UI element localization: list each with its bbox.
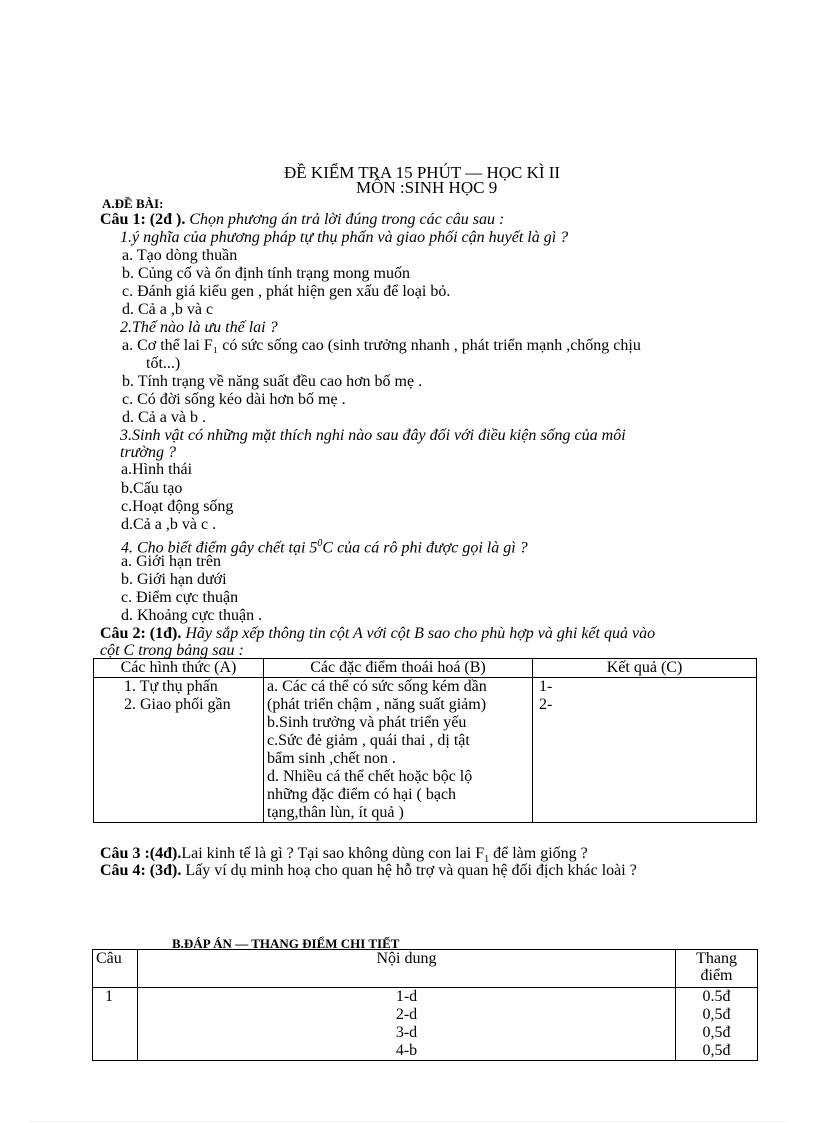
answer-header-cau: Câu — [93, 950, 138, 988]
q1-sub3-option-c: c.Hoạt động sống — [121, 498, 234, 515]
q1-sub4-option-d: d. Khoảng cực thuận . — [121, 607, 263, 624]
q1-sub2-question: 2.Thế nào là ưu thế lai ? — [120, 319, 278, 336]
q1-sub2-option-d: d. Cả a và b . — [122, 409, 206, 426]
q1-label: Câu 1: (2đ ). — [100, 211, 186, 228]
q1-sub4-option-a: a. Giới hạn trên — [121, 553, 221, 570]
answer-header-content: Nội dung — [138, 950, 676, 988]
q2-col-b-line: b.Sinh trưởng và phát triển yếu — [267, 714, 467, 731]
q2-table — [93, 658, 757, 823]
q2-col-b-line: d. Nhiều cá thể chết hoặc bộc lộ — [267, 768, 473, 785]
score-item: 0.5đ — [702, 988, 731, 1005]
answer-content — [138, 988, 676, 1061]
q1-sub3-option-a: a.Hình thái — [121, 461, 193, 478]
q2-header-b: Các đặc điểm thoái hoá (B) — [264, 659, 533, 678]
q2-col-c-item: 2- — [539, 696, 553, 713]
q2-col-b — [264, 678, 533, 823]
section-b-heading: B.ĐÁP ÁN — THANG ĐIỂM CHI TIẾT — [172, 936, 400, 951]
q2-col-c — [533, 678, 757, 823]
q1-sub3-question-cont: trường ? — [120, 444, 176, 461]
exam-subject: MÔN :SINH HỌC 9 — [356, 178, 498, 197]
q2-header-a: Các hình thức (A) — [94, 659, 264, 678]
q2-col-b-line: a. Các cá thể có sức sống kém dần — [267, 678, 487, 695]
q1-sub1-option-d: d. Cả a ,b và c — [122, 301, 214, 318]
q1-sub4-option-c: c. Điểm cực thuận — [121, 589, 239, 606]
q3-text-pre: Lai kinh tế là gì ? Tại sao không dùng con lai F — [181, 845, 485, 862]
q2-col-b-line: (phát triển chậm , năng suất giảm) — [267, 696, 487, 713]
answer-row — [93, 988, 758, 1061]
q2-col-c-item: 1- — [539, 678, 553, 695]
q2-col-a-item: 2. Giao phối gần — [124, 696, 231, 713]
q1-sub1-option-b: b. Củng cố và ổn định tính trạng mong muốn — [122, 265, 410, 282]
q2-col-b-line: những đặc điểm có hại ( bạch — [267, 786, 457, 803]
q1-sub4-option-b: b. Giới hạn dưới — [121, 571, 227, 588]
q3-label: Câu 3 :(4đ). — [100, 845, 182, 862]
answer-cau: 1 — [93, 988, 138, 1061]
page-bottom-border — [30, 1121, 786, 1122]
q4 — [100, 862, 637, 880]
q2-table-body-row — [94, 678, 757, 823]
q1-sub3-question: 3.Sinh vật có những mặt thích nghi nào sau đây đối với điều kiện sống của môi — [120, 427, 626, 444]
score-item: 0,5đ — [702, 1024, 731, 1041]
q2-prompt: Hãy sắp xếp thông tin cột A với cột B sao cho phù hợp và ghi kết quả vào — [181, 625, 656, 642]
q2-header-c: Kết quả (C) — [533, 659, 757, 678]
q3-text-post: để làm giống ? — [489, 845, 588, 862]
q1-sub2-option-a-cont: tốt...) — [146, 355, 181, 372]
q1-sub1-option-c: c. Đánh giá kiểu gen , phát hiện gen xấu để loại bỏ. — [122, 283, 451, 300]
q1-sub2-option-c: c. Có đời sống kéo dài hơn bố mẹ . — [122, 391, 346, 408]
q2-prompt-cont: cột C trong bảng sau : — [100, 642, 244, 659]
q1-sub1-question: 1.ý nghĩa của phương pháp tự thụ phấn và giao phối cận huyết là gì ? — [120, 229, 569, 246]
exam-title: ĐỀ KIỂM TRA 15 PHÚT — HỌC KÌ II — [284, 163, 561, 182]
section-a-heading: A.ĐỀ BÀI: — [102, 196, 164, 211]
q1-sub2-option-b: b. Tính trạng về năng suất đều cao hơn bố mẹ . — [122, 373, 423, 390]
q2-header — [100, 625, 655, 643]
q4-text: Lấy ví dụ minh hoạ cho quan hệ hỗ trợ và quan hệ đối địch khác loài ? — [181, 862, 637, 879]
answer-item: 3-d — [395, 1024, 418, 1041]
q1-sub3-option-b: b.Cấu tạo — [121, 480, 183, 497]
answer-item: 1-d — [395, 988, 418, 1005]
q2-table-header-row — [94, 659, 757, 678]
q1-sub3-option-d: d.Cả a ,b và c . — [121, 516, 217, 533]
q1-sub4-degree: 0 — [317, 538, 323, 549]
q3-subscript: 1 — [484, 854, 490, 866]
answer-table — [92, 949, 758, 1061]
q1-sub4-question-post: C của cá rô phi được gọi là gì ? — [322, 539, 528, 557]
answer-header-score: Thang điểm — [676, 950, 758, 988]
score-item: 0,5đ — [702, 1042, 731, 1059]
q2-col-a-item: 1. Tự thụ phấn — [124, 678, 218, 695]
q1-header — [100, 211, 504, 229]
q1-sub4-question-pre: 4. Cho biết điểm gây chết tại 5 — [121, 539, 318, 557]
answer-item: 4-b — [395, 1042, 418, 1059]
answer-item: 2-d — [395, 1006, 418, 1023]
q2-col-b-line: tạng,thân lùn, ít quả ) — [267, 804, 404, 821]
q2-label: Câu 2: (1đ). — [100, 625, 182, 642]
score-item: 0,5đ — [702, 1006, 731, 1023]
q1-sub2-option-a: a. Cơ thể lai F₁ có sức sống cao (sinh trưởng nhanh , phát triển mạnh ,chống chịu — [122, 337, 641, 354]
q2-col-b-line: c.Sức đẻ giảm , quái thai , dị tật — [267, 732, 470, 749]
q2-col-b-line: bẩm sinh ,chết non . — [267, 750, 396, 767]
answer-scores — [676, 988, 758, 1061]
answer-header-row — [93, 950, 758, 988]
q1-sub1-option-a: a. Tạo dòng thuần — [122, 247, 238, 264]
q1-prompt: Chọn phương án trả lời đúng trong các câu sau : — [185, 211, 505, 228]
q2-col-a — [94, 678, 264, 823]
q4-label: Câu 4: (3đ). — [100, 862, 182, 879]
